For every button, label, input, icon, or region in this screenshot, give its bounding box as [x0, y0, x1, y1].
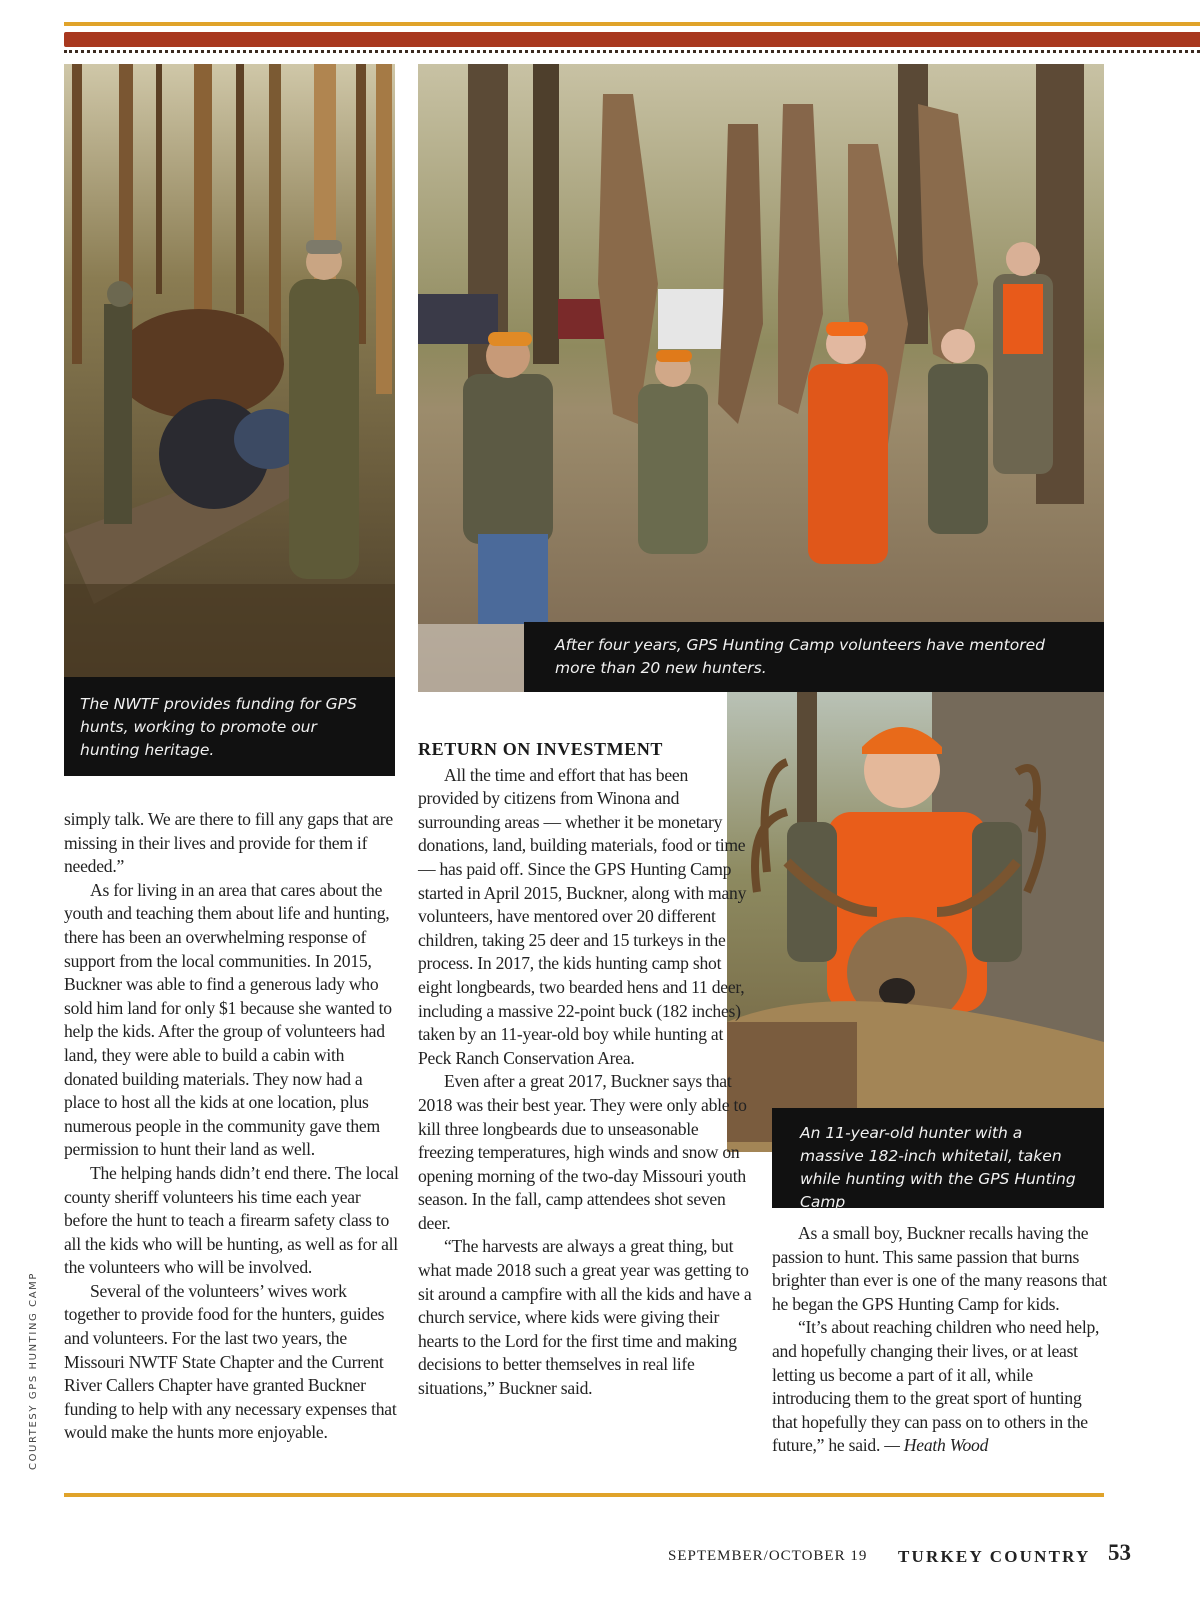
footer-issue-date: SEPTEMBER/OCTOBER 19 [668, 1548, 868, 1564]
column1-paragraph-1: simply talk. We are there to fill any gaps that are missing in their lives and provide for them if needed.” [64, 809, 393, 877]
top-gold-rule [64, 22, 1200, 26]
column-2 [418, 738, 752, 1401]
buck-photo-caption: An 11-year-old hunter with a massive 182-inch whitetail, taken while hunting with the GPS Hunting Camp [772, 1108, 1104, 1208]
turkey-photo-caption: The NWTF provides funding for GPS hunts, working to promote our hunting heritage. [64, 677, 395, 776]
page-number: 53 [1108, 1540, 1131, 1565]
column2-paragraph-3: “The harvests are always a great thing, but what made 2018 such a great year was getting to sit around a campfire with all the kids and have a church service, where kids were giving their hearts to the Lord for the first time and making decisions to better themselves in real life situations,” Buckner said. [418, 1236, 752, 1399]
author-byline: — Heath Wood [884, 1435, 989, 1456]
column1-paragraph-3: The helping hands didn’t end there. The local county sheriff volunteers his time each year before the hunt to teach a firearm safety class to all the kids who will be hunting, as well as for all the volunteers who will be involved. [64, 1162, 399, 1278]
column1-paragraph-4: Several of the volunteers’ wives work together to provide food for the hunters, guides and volunteers. For the last two years, the Missouri NWTF State Chapter and the Current River Callers Chapter have granted Buckner funding to help with any necessary expenses that would make the hunts more enjoyable. [64, 1280, 397, 1443]
boy-with-buck-photo [727, 692, 1104, 1152]
header-red-bar [64, 32, 1200, 47]
bottom-gold-rule [64, 1493, 1104, 1497]
photo-credit: COURTESY GPS HUNTING CAMP [28, 1271, 39, 1470]
turkey-hunter-photo [64, 64, 395, 678]
column3-paragraph-1: As a small boy, Buckner recalls having the passion to hunt. This same passion that burns brighter than ever is one of the many reasons that he began the GPS Hunting Camp for kids. [772, 1223, 1107, 1314]
column3-paragraph-2-text: “It’s about reaching children who need help, and hopefully changing their lives, or at least letting us become a part of it all, while introducing them to the great sport of hunting that hopefully they can pass on to others in the future,” he said. [772, 1317, 1100, 1456]
footer-magazine-name: TURKEY COUNTRY [898, 1547, 1091, 1566]
column2-paragraph-2: Even after a great 2017, Buckner says that 2018 was their best year. They were only able to kill three longbeards due to unseasonable freezing temperatures, high winds and snow on opening morning of the two-day Missouri youth season. In the fall, camp attendees shot seven deer. [418, 1071, 747, 1233]
section-heading: RETURN ON INVESTMENT [418, 739, 664, 759]
column2-paragraph-1: All the time and effort that has been provided by citizens from Winona and surrounding areas — whether it be monetary donations, land, building materials, food or time — has paid off. Since the GPS Hunting Camp started in April 2015, Buckner, along with many volunteers, have mentored over 20 different children, taking 25 deer and 15 turkeys in the process. In 2017, the kids hunting camp shot eight longbeards, two bearded hens and 11 deer, including a massive 22-point buck (182 inches) taken by an 11-year-old boy while hunting at Peck Ranch Conservation Area. [418, 764, 747, 1068]
deer-photo-caption: After four years, GPS Hunting Camp volunteers have mentored more than 20 new hunters. [524, 622, 1104, 692]
column3-paragraph-2 [772, 1316, 1108, 1458]
header-dotted-rule [64, 50, 1200, 53]
youth-deer-harvest-photo [418, 64, 1104, 692]
column1-paragraph-2: As for living in an area that cares about the youth and teaching them about life and hunting, there has been an overwhelming response of support from the local communities. In 2015, Buckner was able to find a generous lady who sold him land for only $1 because she wanted to help the kids. After the group of volunteers had land, they were able to build a cabin with donated building materials. They now had a place to host all the kids at one location, plus numerous people in the community gave them permission to hunt their land as well. [64, 879, 392, 1160]
column-1 [64, 808, 400, 1445]
column-3 [772, 1222, 1108, 1458]
